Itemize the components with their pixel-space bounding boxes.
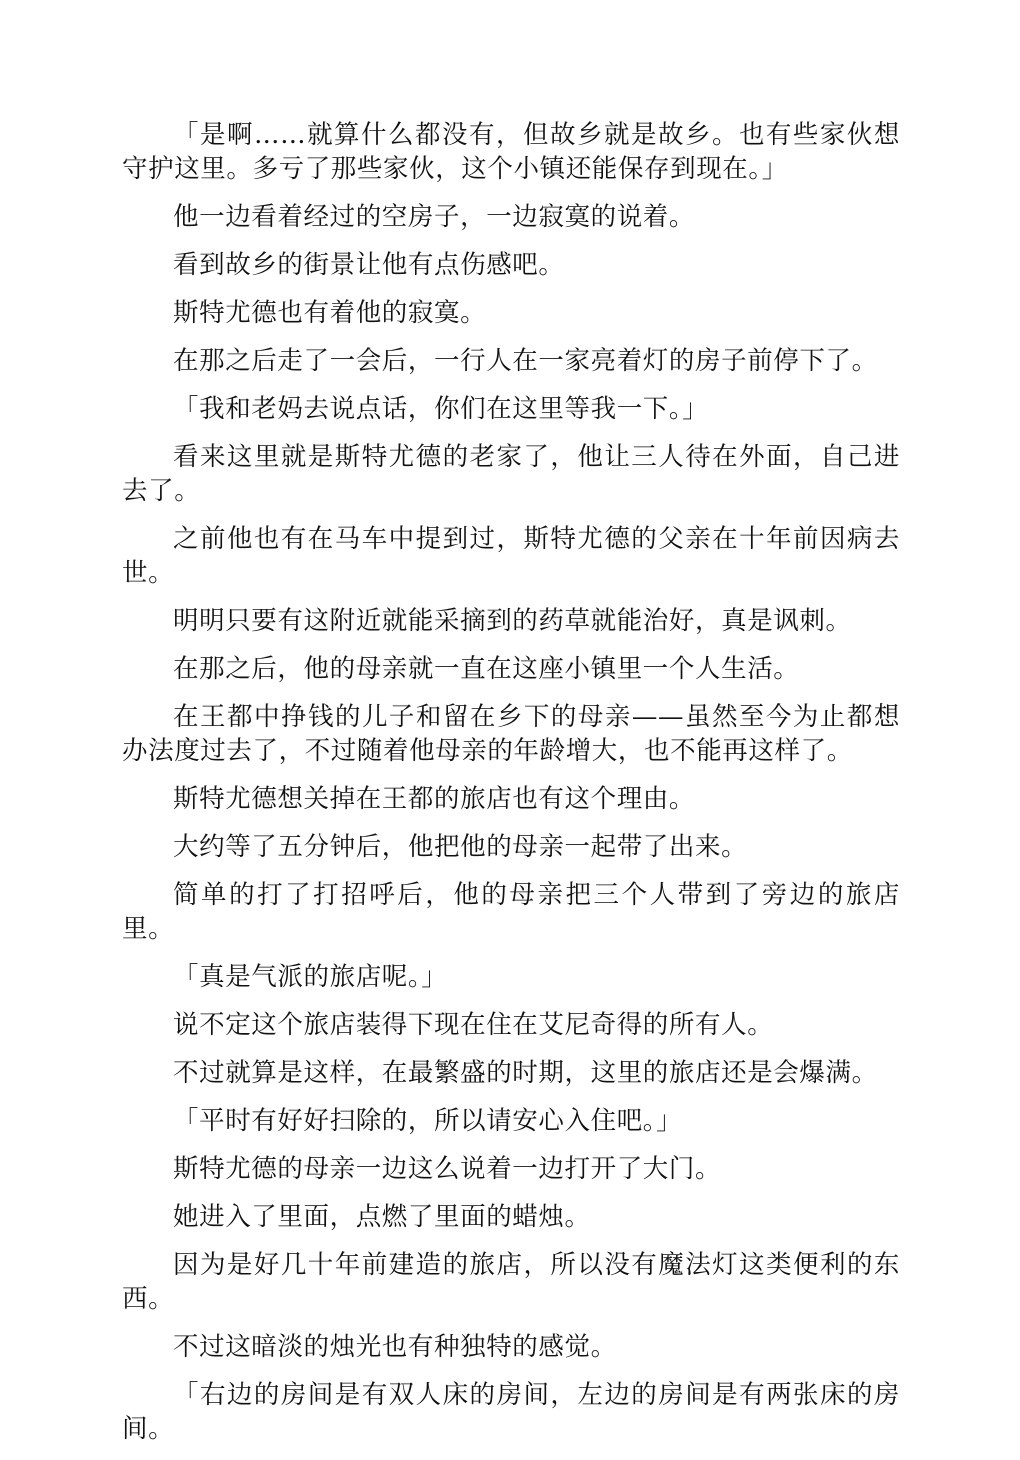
paragraph: 说不定这个旅店装得下现在住在艾尼奇得的所有人。	[173, 1010, 774, 1040]
paragraph: 「右边的房间是有双人床的房间，左边的房间是有两张床的房间。	[122, 1380, 900, 1444]
paragraph: 斯特尤德想关掉在王都的旅店也有这个理由。	[173, 784, 696, 814]
paragraph: 他一边看着经过的空房子，一边寂寞的说着。	[173, 202, 696, 232]
paragraph: 不过就算是这样，在最繁盛的时期，这里的旅店还是会爆满。	[173, 1058, 878, 1088]
paragraph: 在王都中挣钱的儿子和留在乡下的母亲——虽然至今为止都想办法度过去了，不过随着他母亲的年龄增大，也不能再这样了。	[122, 702, 900, 766]
paragraph: 「平时有好好扫除的，所以请安心入住吧。」	[173, 1106, 683, 1136]
paragraph: 她进入了里面，点燃了里面的蜡烛。	[173, 1202, 591, 1232]
paragraph: 「是啊……就算什么都没有，但故乡就是故乡。也有些家伙想守护这里。多亏了那些家伙，这个小镇还能保存到现在。」	[122, 120, 900, 184]
paragraph: 在那之后走了一会后，一行人在一家亮着灯的房子前停下了。	[173, 346, 878, 376]
paragraph: 斯特尤德的母亲一边这么说着一边打开了大门。	[173, 1154, 722, 1184]
document-page	[122, 118, 900, 1460]
paragraph: 简单的打了打招呼后，他的母亲把三个人带到了旁边的旅店里。	[122, 880, 900, 944]
paragraph: 看到故乡的街景让他有点伤感吧。	[173, 250, 565, 280]
paragraph: 「我和老妈去说点话，你们在这里等我一下。」	[173, 394, 709, 424]
paragraph: 之前他也有在马车中提到过，斯特尤德的父亲在十年前因病去世。	[122, 524, 900, 588]
paragraph: 明明只要有这附近就能采摘到的药草就能治好，真是讽刺。	[173, 606, 852, 636]
paragraph: 大约等了五分钟后，他把他的母亲一起带了出来。	[173, 832, 748, 862]
paragraph: 看来这里就是斯特尤德的老家了，他让三人待在外面，自己进去了。	[122, 442, 900, 506]
paragraph: 在那之后，他的母亲就一直在这座小镇里一个人生活。	[173, 654, 800, 684]
paragraph: 因为是好几十年前建造的旅店，所以没有魔法灯这类便利的东西。	[122, 1250, 900, 1314]
paragraph: 「真是气派的旅店呢。」	[173, 962, 448, 992]
paragraph: 斯特尤德也有着他的寂寞。	[173, 298, 487, 328]
paragraph: 不过这暗淡的烛光也有种独特的感觉。	[173, 1332, 617, 1362]
